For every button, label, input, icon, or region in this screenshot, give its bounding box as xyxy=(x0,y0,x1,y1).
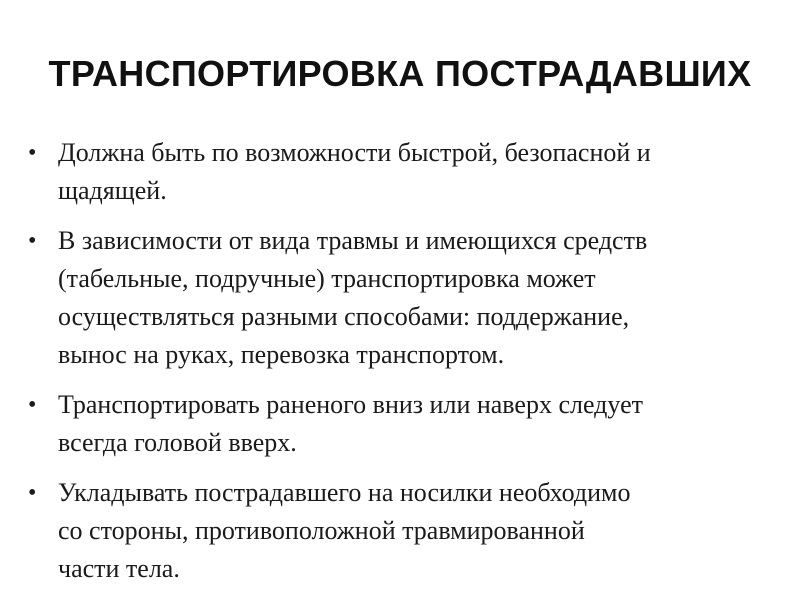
bullet-text-line: (табельные, подручные) транспортировка может xyxy=(58,264,596,293)
bullet-text-line: Транспортировать раненого вниз или наверх следует xyxy=(58,390,643,419)
bullet-text-line: осуществляться разными способами: поддержание, xyxy=(58,302,630,331)
bullet-dot-icon: • xyxy=(28,140,37,166)
bullet-text-line: части тела. xyxy=(58,554,180,583)
bullet-text-line: со стороны, противоположной травмированной xyxy=(58,516,585,545)
slide-title: ТРАНСПОРТИРОВКА ПОСТРАДАВШИХ xyxy=(48,53,752,94)
bullet-dot-icon: • xyxy=(28,228,37,254)
bullet-item xyxy=(24,474,784,588)
bullet-dot-icon: • xyxy=(28,480,37,506)
bullet-text-line: В зависимости от вида травмы и имеющихся средств xyxy=(58,226,648,255)
bullet-text-line: щадящей. xyxy=(58,176,167,205)
bullet-list xyxy=(24,134,784,600)
bullet-item xyxy=(24,134,784,210)
bullet-item xyxy=(24,386,784,462)
bullet-text-line: всегда головой вверх. xyxy=(58,428,297,457)
bullet-text-line: Должна быть по возможности быстрой, безопасной и xyxy=(58,138,651,167)
bullet-text-line: Укладывать пострадавшего на носилки необходимо xyxy=(58,478,631,507)
bullet-dot-icon: • xyxy=(28,392,37,418)
bullet-item xyxy=(24,222,784,374)
bullet-text-line: вынос на руках, перевозка транспортом. xyxy=(58,340,505,369)
